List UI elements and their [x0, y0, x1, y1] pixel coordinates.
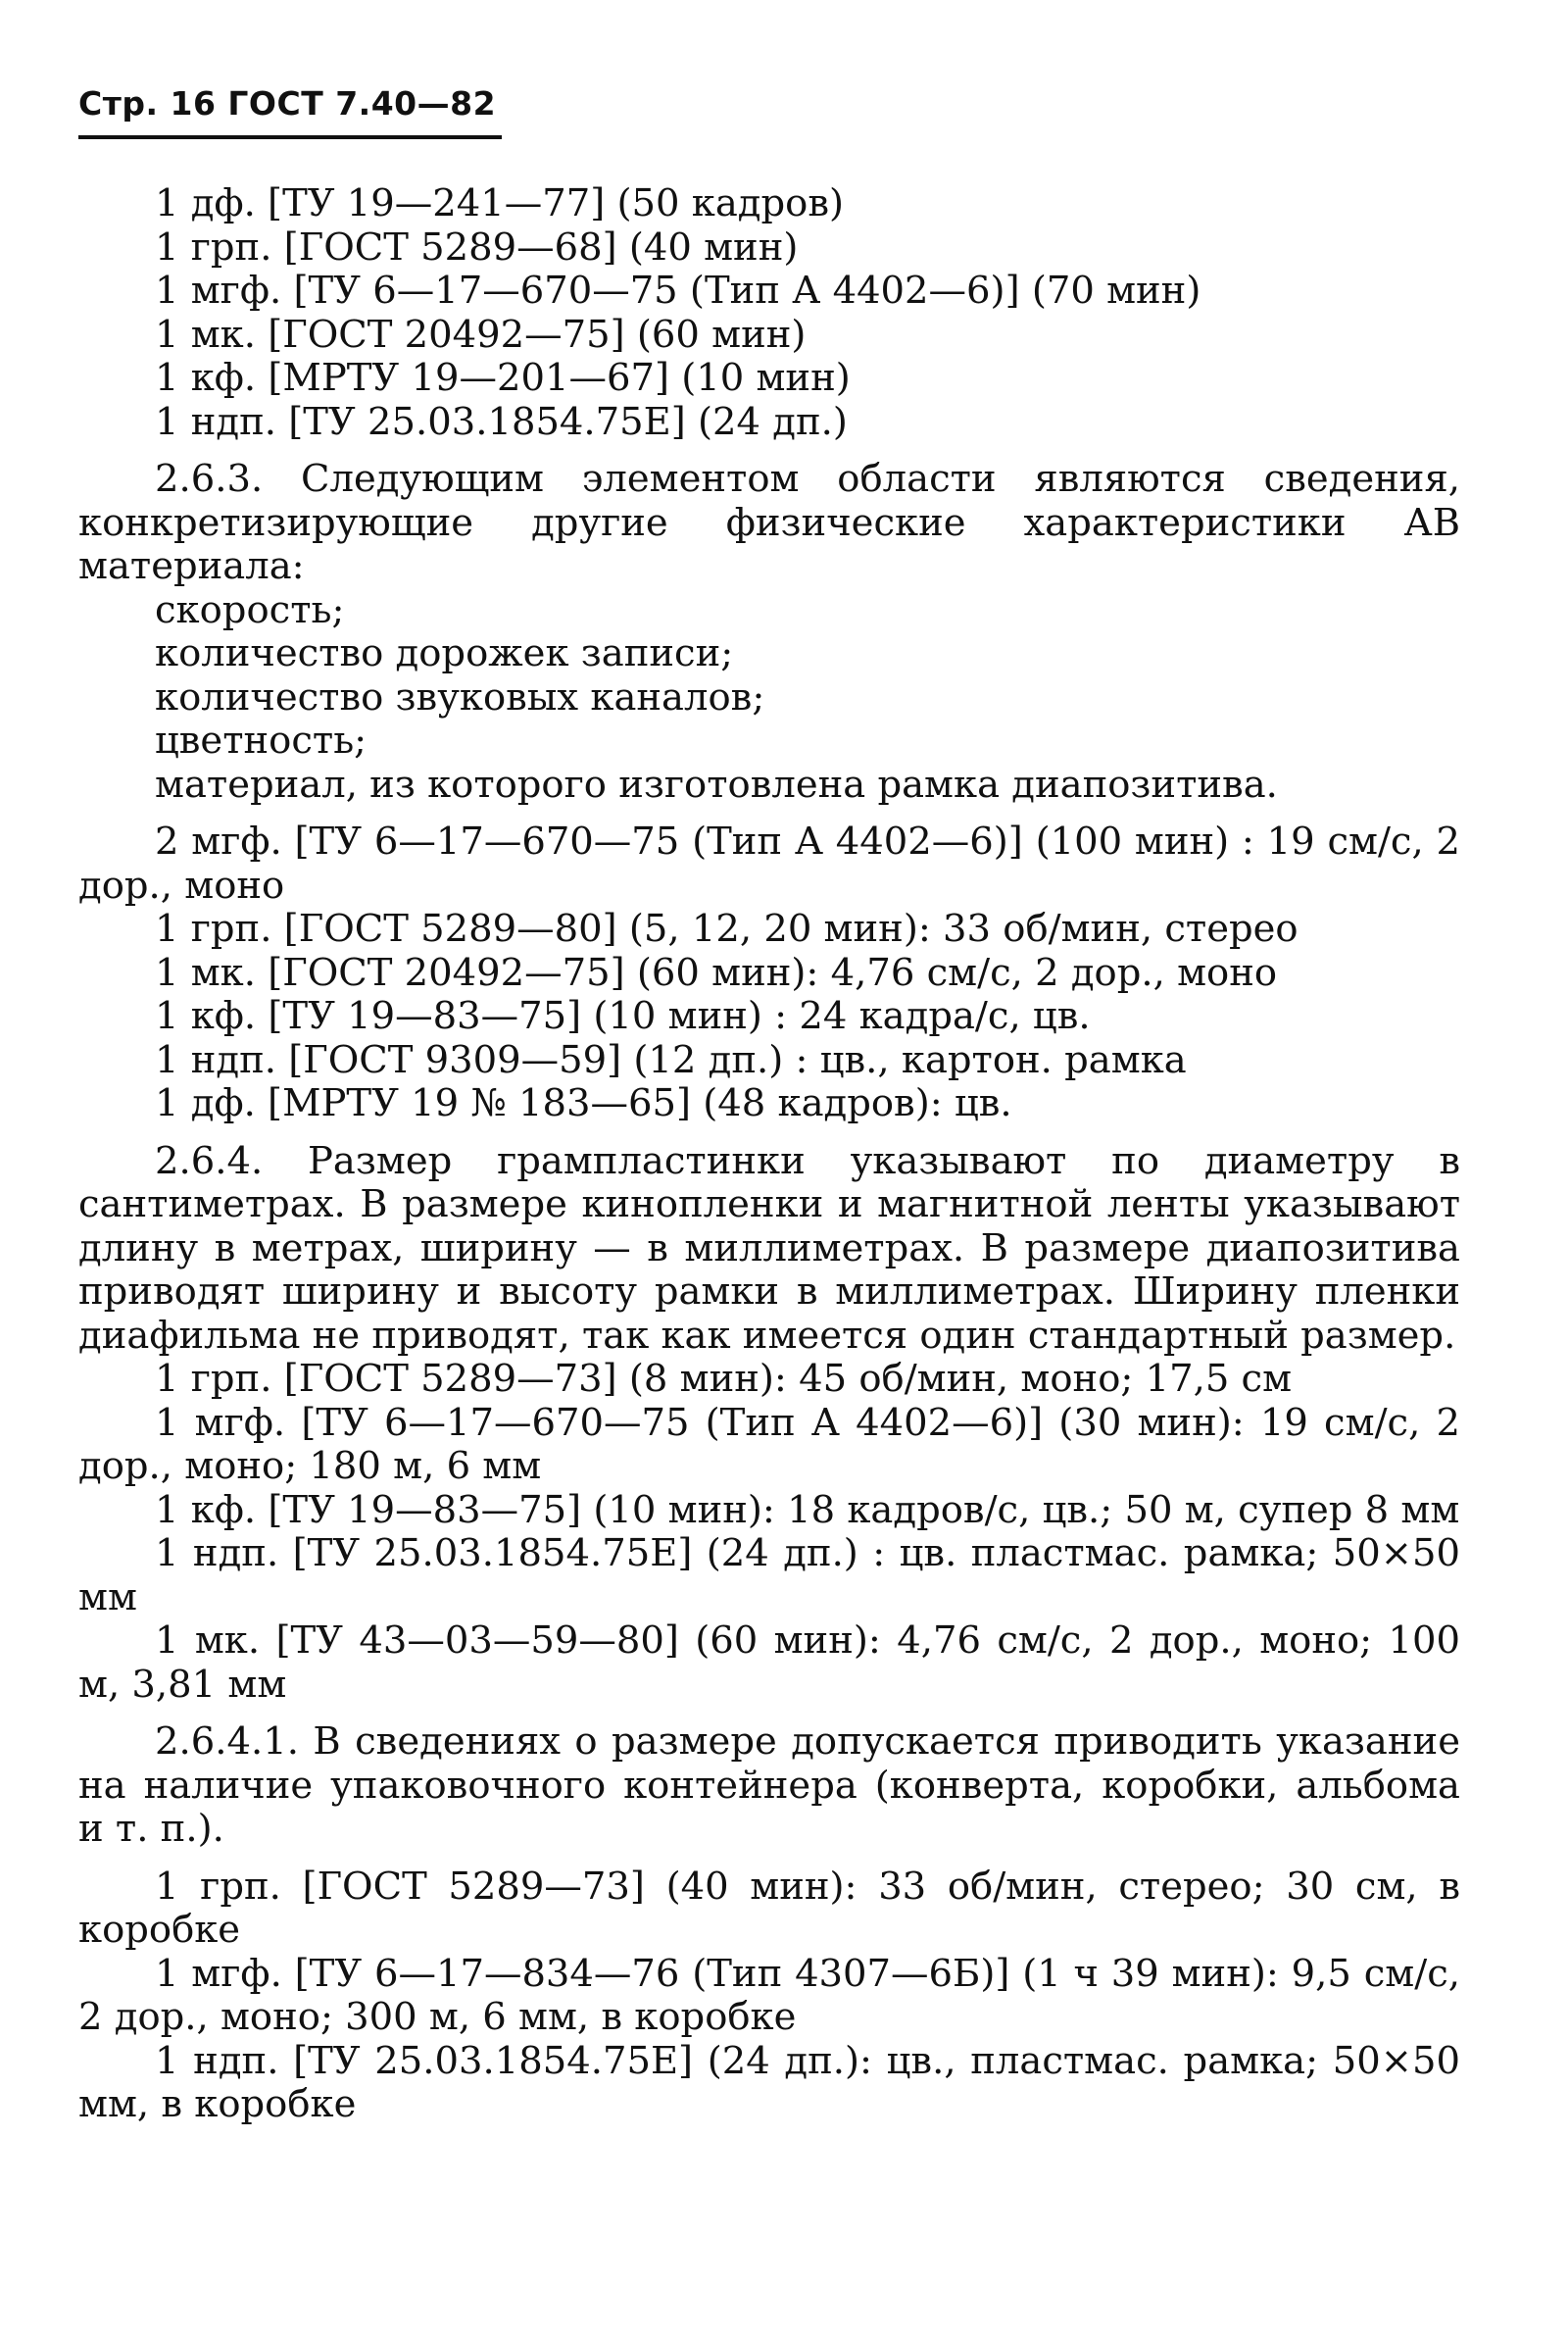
examples-block-3 — [78, 1358, 1460, 1707]
example-line: 1 мк. [ТУ 43—03—59—80] (60 мин): 4,76 см/с, 2 дор., моно; 100 м, 3,81 мм — [78, 1618, 1460, 1707]
examples-block-4 — [78, 1865, 1460, 2127]
example-line: 1 грп. [ГОСТ 5289—73] (8 мин): 45 об/мин, моно; 17,5 см — [155, 1357, 1293, 1401]
example-line: 1 ндп. [ТУ 25.03.1854.75Е] (24 дп.) : цв. пластмас. рамка; 50×50 мм — [78, 1531, 1460, 1619]
example-line: 1 мгф. [ТУ 6—17—670—75 (Тип А 4402—6)] (70 мин) — [155, 269, 1201, 313]
paragraph-2-6-4-1: 2.6.4.1. В сведениях о размере допускается приводить указание на наличие упаковочного контейнера (конверта, коробки, альбома и т. п.). — [78, 1719, 1460, 1851]
example-line: 1 дф. [ТУ 19—241—77] (50 кадров) — [155, 181, 845, 225]
example-line: 1 ндп. [ГОСТ 9309—59] (12 дп.) : цв., картон. рамка — [155, 1037, 1187, 1082]
example-line: 1 кф. [МРТУ 19—201—67] (10 мин) — [155, 356, 851, 400]
paragraph-2-6-3: 2.6.3. Следующим элементом области являются сведения, конкретизирующие другие физические характеристики АВ материала: — [78, 457, 1460, 588]
example-line: 1 ндп. [ТУ 25.03.1854.75Е] (24 дп.): цв., пластмас. рамка; 50×50 мм, в коробке — [78, 2038, 1460, 2126]
paragraph-2-6-4: 2.6.4. Размер грампластинки указывают по диаметру в сантиметрах. В размере кинопленки и магнитной ленты указывают длину в метрах, ширину — в миллиметрах. В размере диапозитива приводят ширину и высоту рамки в миллиметрах. Ширину пленки диафильма не приводят, так как имеется один стандартный размер. — [78, 1138, 1460, 1358]
list-item: количество дорожек записи; — [155, 631, 734, 675]
examples-block-2 — [78, 821, 1460, 1126]
example-line: 1 дф. [МРТУ 19 № 183—65] (48 кадров): цв. — [155, 1081, 1012, 1125]
example-line: 2 мгф. [ТУ 6—17—670—75 (Тип А 4402—6)] (100 мин) : 19 см/с, 2 дор., моно — [78, 820, 1460, 908]
example-line: 1 ндп. [ТУ 25.03.1854.75Е] (24 дп.) — [155, 399, 848, 444]
example-line: 1 мк. [ГОСТ 20492—75] (60 мин) — [155, 312, 807, 357]
example-line: 1 грп. [ГОСТ 5289—68] (40 мин) — [155, 224, 799, 270]
header-rule — [78, 135, 502, 139]
list-item: скорость; — [155, 587, 345, 632]
example-line: 1 кф. [ТУ 19—83—75] (10 мин): 18 кадров/с, цв.; 50 м, супер 8 мм — [155, 1487, 1460, 1532]
list-item: материал, из которого изготовлена рамка диапозитива. — [155, 762, 1278, 807]
example-line: 1 грп. [ГОСТ 5289—73] (40 мин): 33 об/мин, стерео; 30 см, в коробке — [78, 1864, 1460, 1952]
example-line: 1 мгф. [ТУ 6—17—834—76 (Тип 4307—6Б)] (1 ч 39 мин): 9,5 см/с, 2 дор., моно; 300 м, 6 мм, в коробке — [78, 1951, 1460, 2039]
example-line: 1 мгф. [ТУ 6—17—670—75 (Тип А 4402—6)] (30 мин): 19 см/с, 2 дор., моно; 180 м, 6 мм — [78, 1400, 1460, 1488]
example-line: 1 кф. [ТУ 19—83—75] (10 мин) : 24 кадра/с, цв. — [155, 994, 1091, 1038]
body-text — [78, 182, 1460, 2127]
list-item: количество звуковых каналов; — [155, 674, 765, 720]
characteristics-list — [78, 589, 1460, 808]
examples-block-1 — [78, 182, 1460, 444]
example-line: 1 грп. [ГОСТ 5289—80] (5, 12, 20 мин): 33 об/мин, стерео — [155, 907, 1298, 951]
example-line: 1 мк. [ГОСТ 20492—75] (60 мин): 4,76 см/с, 2 дор., моно — [155, 950, 1278, 995]
page-header: Стр. 16 ГОСТ 7.40—82 — [78, 84, 497, 123]
list-item: цветность; — [155, 719, 368, 763]
